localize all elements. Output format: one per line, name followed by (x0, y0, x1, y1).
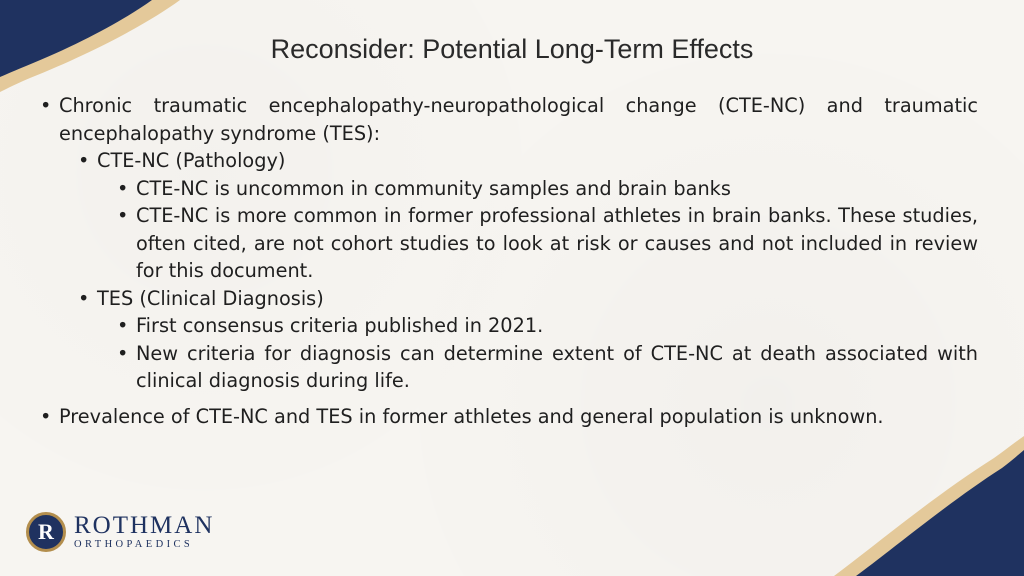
bullet-cte-nc-tes: • Chronic traumatic encephalopathy-neuropathological change (CTE-NC) and traumatic encephalopathy syndrome (TES): (59, 92, 978, 147)
bullet-tes-clinical: • TES (Clinical Diagnosis) (97, 285, 978, 313)
bullet-prevalence: • Prevalence of CTE-NC and TES in former athletes and general population is unknown. (59, 403, 978, 431)
bullet-new-criteria: • New criteria for diagnosis can determine extent of CTE-NC at death associated with clinical diagnosis during life. (136, 340, 978, 395)
bullet-consensus-criteria: • First consensus criteria published in 2021. (136, 312, 978, 340)
logo-name: ROTHMAN (74, 511, 215, 539)
bullet-cte-nc-pathology: • CTE-NC (Pathology) (97, 147, 978, 175)
bullet-cte-nc-uncommon: • CTE-NC is uncommon in community samples and brain banks (136, 175, 978, 203)
logo-wordmark (74, 511, 215, 551)
logo-subtitle: ORTHOPAEDICS (74, 538, 194, 550)
corner-decoration-bottom-right (834, 436, 1024, 576)
bullet-list (40, 92, 978, 430)
slide-title: Reconsider: Potential Long-Term Effects (270, 34, 754, 64)
logo-seal-icon: R (26, 512, 66, 552)
rothman-logo (26, 510, 214, 554)
bullet-cte-nc-athletes: • CTE-NC is more common in former professional athletes in brain banks. These studies, often cited, are not cohort studies to look at risk or causes and not included in review for this document. (136, 202, 978, 285)
